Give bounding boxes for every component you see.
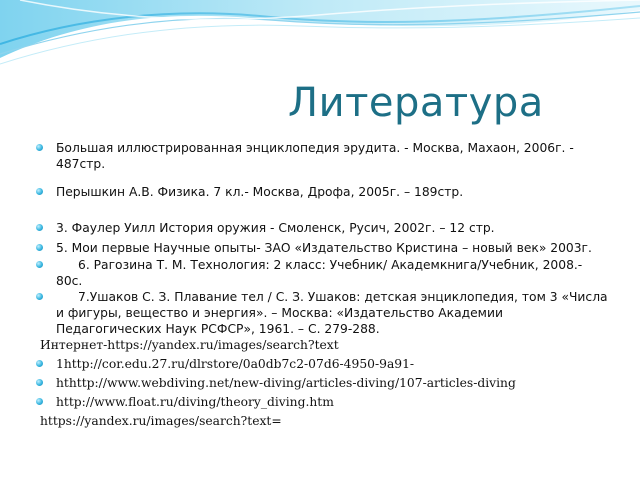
bullet-icon	[36, 224, 43, 231]
bullet-icon	[36, 379, 43, 386]
list-item-text: 6. Рагозина Т. М. Технология: 2 класс: Учебник/ Академкнига/Учебник, 2008.- 80с.	[56, 258, 583, 288]
bullet-icon	[36, 261, 43, 268]
list-item	[0, 413, 620, 432]
bullet-icon	[36, 398, 43, 405]
list-item-text: 3. Фаулер Уилл История оружия - Смоленск, Русич, 2002г. – 12 стр.	[56, 221, 495, 235]
list-item	[0, 257, 620, 289]
list-item-text: 5. Мои первые Научные опыты- ЗАО «Издательство Кристина – новый век» 2003г.	[56, 241, 592, 255]
bullet-icon	[36, 360, 43, 367]
decorative-wave-header	[0, 0, 640, 80]
list-item-text: 7.Ушаков С. З. Плавание тел / С. З. Ушаков: детская энциклопедия, том 3 «Числа и фигуры, вещество и энергия». – Москва: «Издательство Академии Педагогических Наук РСФСР», 1961. – С. 279-288.	[56, 290, 608, 336]
list-item	[0, 240, 620, 257]
list-item-text: 1http://cor.edu.27.ru/dlrstore/0a0db7c2-07d6-4950-9a91-	[56, 357, 415, 371]
bullet-icon	[36, 244, 43, 251]
list-item	[0, 356, 620, 375]
list-item-text: Интернет-https://yandex.ru/images/search?text	[40, 338, 339, 352]
list-item-text: http://www.float.ru/diving/theory_diving.htm	[56, 395, 334, 409]
list-item-text: Большая иллюстрированная энциклопедия эрудита. - Москва, Махаон, 2006г. - 487стр.	[56, 141, 574, 171]
list-item	[0, 337, 620, 356]
list-item	[0, 140, 620, 184]
reference-list	[0, 140, 620, 432]
list-item	[0, 375, 620, 394]
list-item	[0, 289, 620, 337]
bullet-icon	[36, 144, 43, 151]
list-item-text: https://yandex.ru/images/search?text=	[40, 414, 282, 428]
list-item	[0, 394, 620, 413]
bullet-icon	[36, 293, 43, 300]
list-item-text: Перышкин А.В. Физика. 7 кл.- Москва, Дрофа, 2005г. – 189стр.	[56, 185, 464, 199]
bullet-icon	[36, 188, 43, 195]
slide-title: Литература	[288, 80, 544, 126]
list-item-text: hthttp://www.webdiving.net/new-diving/articles-diving/107-articles-diving	[56, 376, 516, 390]
list-item	[0, 184, 620, 220]
list-item	[0, 220, 620, 240]
